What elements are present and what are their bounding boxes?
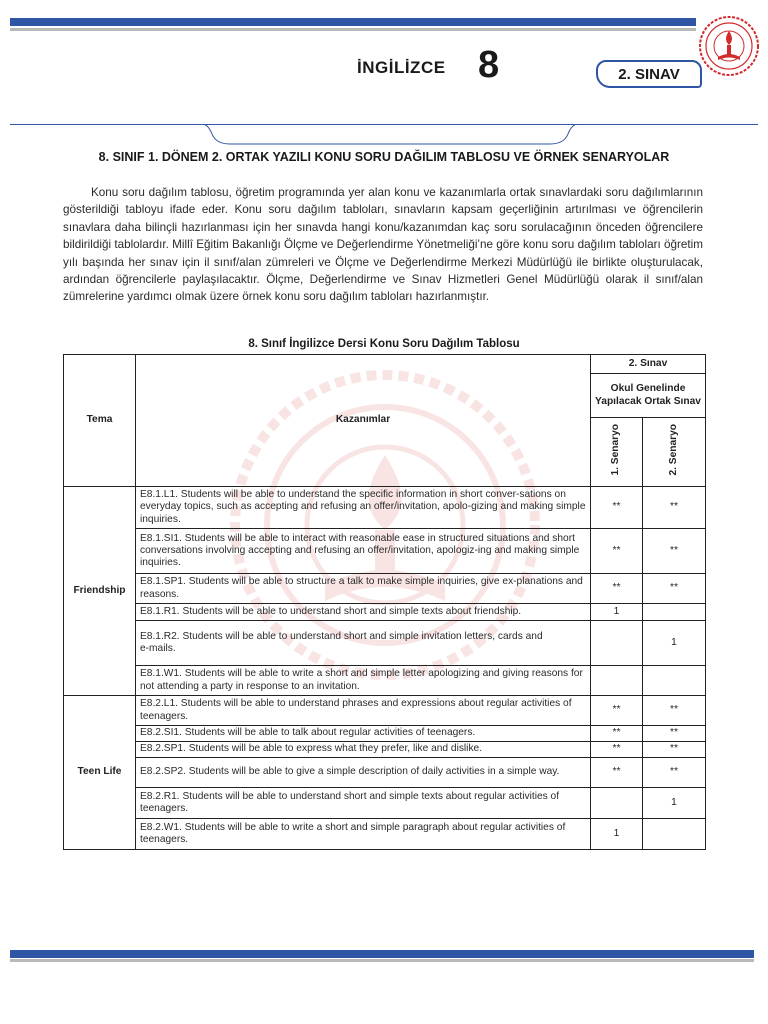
divider-tab-ornament: [200, 124, 580, 146]
scenario-1-cell: **: [591, 726, 643, 742]
subject-label: İNGİLİZCE: [357, 58, 446, 77]
ministry-seal-logo: [698, 15, 760, 77]
objective-cell: E8.1.SI1. Students will be able to interact with reasonable ease in structured situations and short conversations involving accepting and refusing an offer/invitation, apologiz-ing and making simple inquiries.: [136, 529, 591, 574]
objective-cell: E8.1.R2. Students will be able to understand short and simple invitation letters, cards and e-mails.: [136, 621, 591, 666]
scenario-1-cell: **: [591, 574, 643, 604]
scenario-1-cell: [591, 788, 643, 819]
objective-cell: E8.2.SP1. Students will be able to express what they prefer, like and dislike.: [136, 742, 591, 758]
scenario-2-header: [643, 418, 706, 487]
exam-badge: 2. SINAV: [596, 60, 702, 88]
footer-blue-bar: [10, 950, 754, 958]
scenario-2-cell: 1: [643, 621, 706, 666]
scenario-1-cell: **: [591, 758, 643, 788]
scenario-1-cell: **: [591, 487, 643, 529]
scenario-1-cell: 1: [591, 819, 643, 850]
scenario-1-cell: **: [591, 696, 643, 726]
scenario-2-cell: [643, 666, 706, 696]
scenario-2-cell: **: [643, 726, 706, 742]
theme-teen-life: Teen Life: [64, 696, 136, 850]
common-exam-header: Okul Genelinde Yapılacak Ortak Sınav: [591, 374, 706, 418]
distribution-table: [63, 354, 706, 850]
scenario-1-label: 1. Senaryo: [610, 424, 622, 476]
grade-number: 8: [478, 44, 500, 86]
theme-friendship: Friendship: [64, 487, 136, 696]
scenario-1-cell: [591, 621, 643, 666]
exam-header: 2. Sınav: [591, 355, 706, 374]
scenario-1-cell: 1: [591, 604, 643, 621]
objective-cell: E8.2.SI1. Students will be able to talk about regular activities of teenagers.: [136, 726, 591, 742]
scenario-2-cell: **: [643, 696, 706, 726]
objective-cell: E8.2.R1. Students will be able to understand short and simple texts about regular activities of teenagers.: [136, 788, 591, 819]
scenario-2-cell: **: [643, 487, 706, 529]
scenario-2-cell: **: [643, 529, 706, 574]
objective-cell: E8.1.L1. Students will be able to understand the specific information in short conver-sations on everyday topics, such as accepting and refusing an offer/invitation, apolo-gizing and making simple inquiries.: [136, 487, 591, 529]
objective-cell: E8.1.SP1. Students will be able to structure a talk to make simple inquiries, give ex-planations and reasons.: [136, 574, 591, 604]
scenario-1-cell: **: [591, 742, 643, 758]
footer-grey-bar: [10, 959, 754, 962]
scenario-2-cell: **: [643, 574, 706, 604]
objective-cell: E8.2.W1. Students will be able to write a short and simple paragraph about regular activities of teenagers.: [136, 819, 591, 850]
scenario-2-cell: 1: [643, 788, 706, 819]
intro-text: Konu soru dağılım tablosu, öğretim programında yer alan konu ve kazanımlarla ortak sınavlardaki soru dağılımlarının gösterildiği tabloyu ifade eder. Konu soru dağılım tabloları, sınavların kapsam geçerliğinin artırılması ve öğrencilerin sınavlara daha bilinçli hazırlanması için her sınavda hangi konu/kazanımdan kaç soru sorulacağının önceden öğrencilere bildirildiği tablolardır. Millî Eğitim Bakanlığı Ölçme ve Değerlendirme Yönetmeliği’ne göre konu soru dağılım tabloları öğretim yılı başında her sınav için il sınıf/alan zümreleri ve Ölçme ve Değerlendirme Merkezi Müdürlüğü ile birlikte oluşturulacak, ardından öğrencilerle paylaşılacaktır. Ölçme, Değerlendirme ve Sınav Hizmetleri Genel Müdürlüğü olarak il sınıf/alan zümrelerine yardımcı olmak üzere örnek konu soru dağılım tabloları hazırlanmıştır.: [63, 186, 703, 304]
scenario-1-header: [591, 418, 643, 487]
header-blue-bar: [10, 18, 696, 26]
scenario-2-cell: **: [643, 758, 706, 788]
scenario-2-label: 2. Senaryo: [667, 424, 679, 476]
page-title: 8. SINIF 1. DÖNEM 2. ORTAK YAZILI KONU SORU DAĞILIM TABLOSU VE ÖRNEK SENARYOLAR: [98, 150, 670, 164]
table-title: 8. Sınıf İngilizce Dersi Konu Soru Dağılım Tablosu: [248, 338, 520, 350]
scenario-2-cell: [643, 819, 706, 850]
intro-paragraph: [63, 184, 703, 306]
header-grey-bar: [10, 28, 696, 31]
objectives-header: Kazanımlar: [136, 355, 591, 487]
scenario-2-cell: **: [643, 742, 706, 758]
objective-cell: E8.1.R1. Students will be able to understand short and simple texts about friendship.: [136, 604, 591, 621]
objective-cell: E8.2.SP2. Students will be able to give a simple description of daily activities in a simple way.: [136, 758, 591, 788]
scenario-1-cell: **: [591, 529, 643, 574]
objective-cell: E8.1.W1. Students will be able to write a short and simple letter apologizing and giving reasons for not attending a party in response to an invitation.: [136, 666, 591, 696]
scenario-1-cell: [591, 666, 643, 696]
objective-cell: E8.2.L1. Students will be able to understand phrases and expressions about regular activities of teenagers.: [136, 696, 591, 726]
scenario-2-cell: [643, 604, 706, 621]
theme-header: Tema: [64, 355, 136, 487]
